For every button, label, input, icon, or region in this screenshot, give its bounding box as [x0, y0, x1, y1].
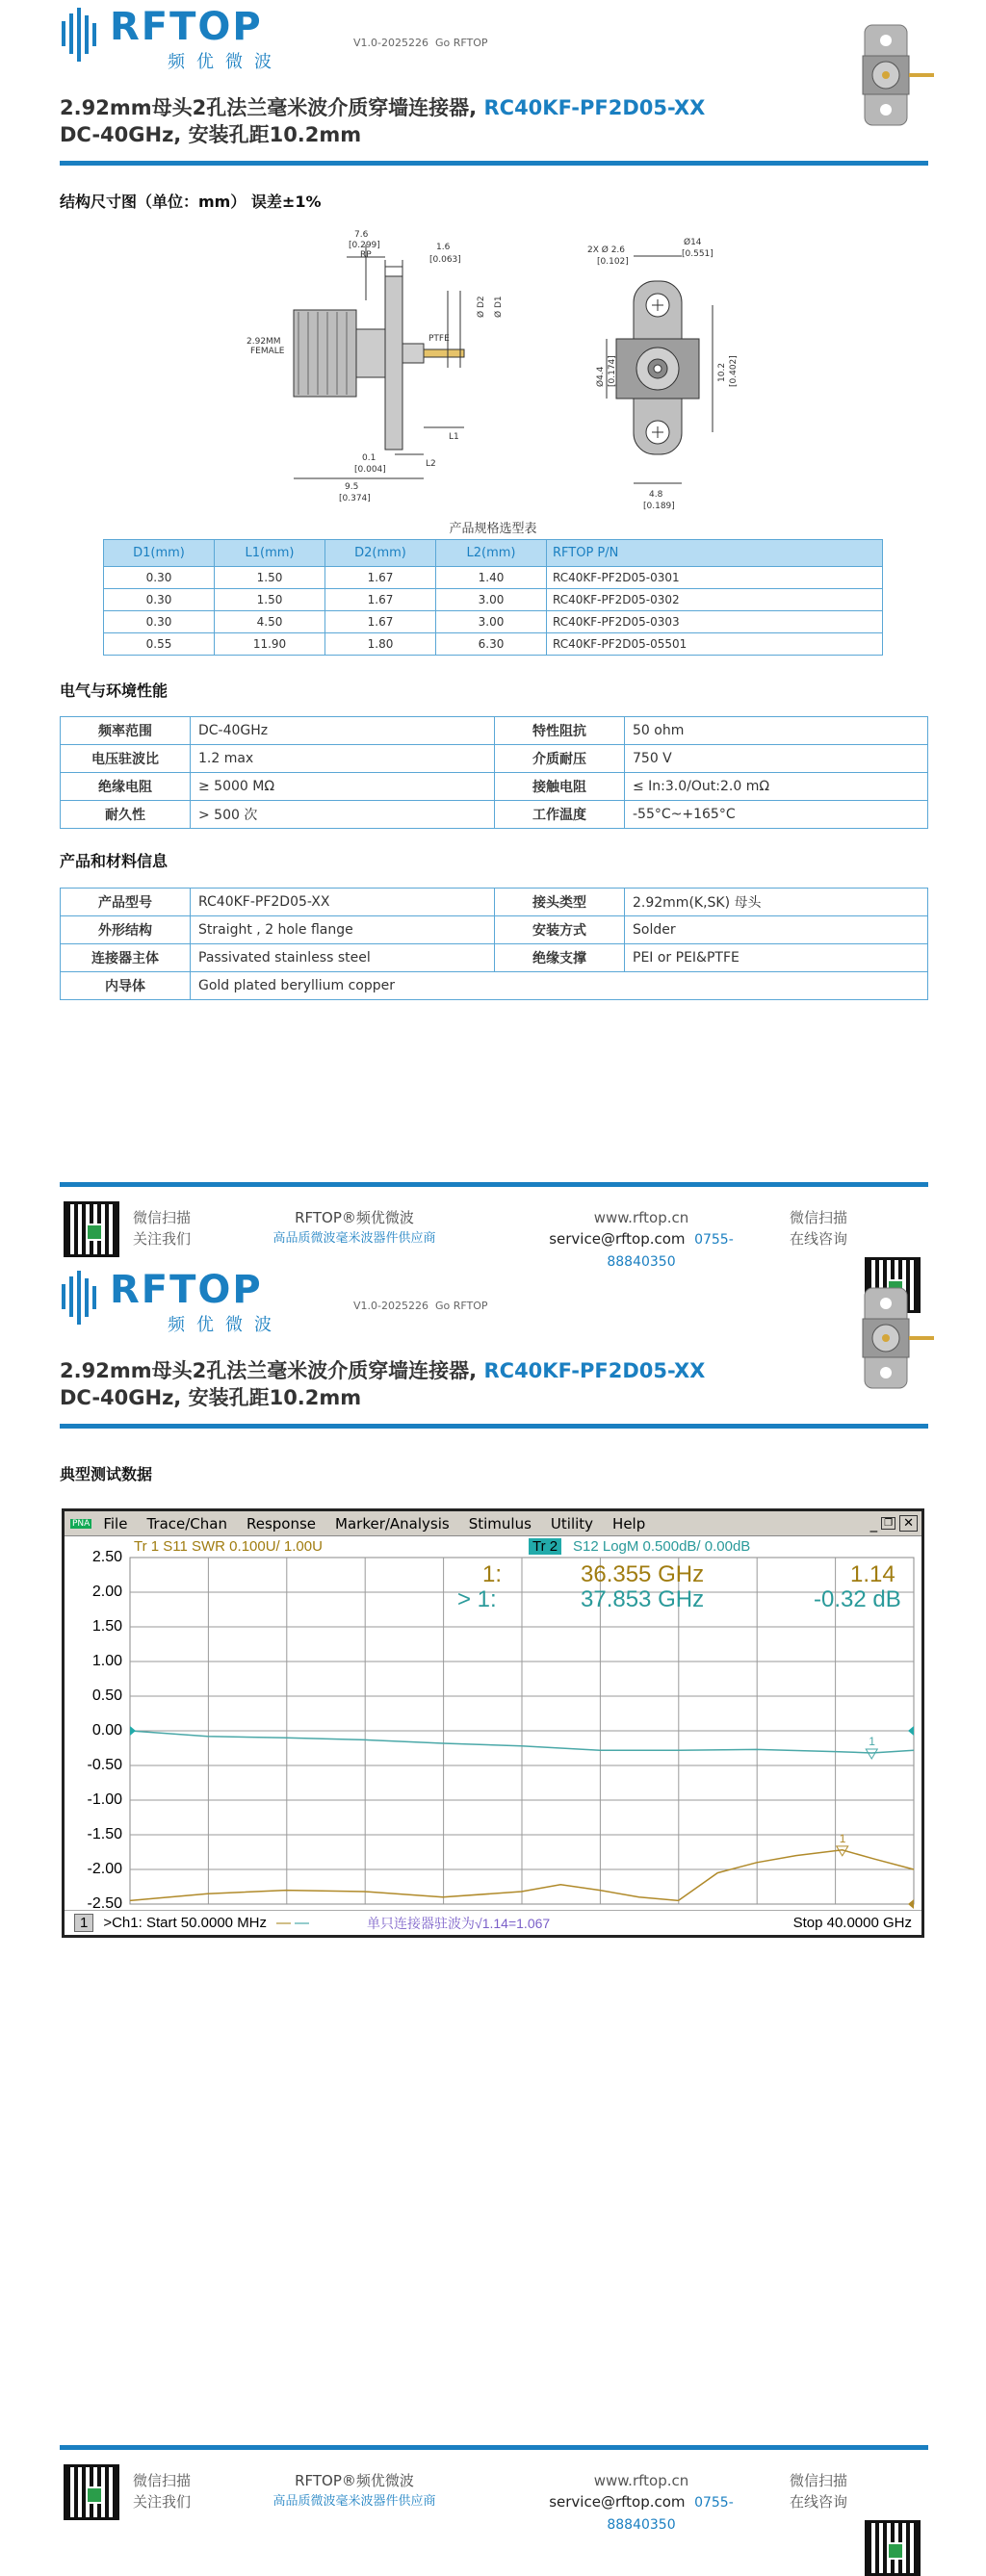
cell-value: 750 V — [625, 745, 928, 773]
cell-value: ≤ In:3.0/Out:2.0 mΩ — [625, 773, 928, 801]
table-row — [104, 567, 883, 589]
cell-key: 介质耐压 — [495, 745, 625, 773]
trace2-legend: — — [295, 1915, 310, 1931]
vna-app-icon: PNA — [72, 1518, 91, 1529]
vna-window — [62, 1508, 924, 1938]
dim-rp: RP — [360, 250, 372, 260]
part-number: RC40KF-PF2D05-XX — [483, 1359, 706, 1382]
footer-website[interactable]: www.rftop.cn — [593, 2472, 689, 2489]
footer-wx3: 微信扫描 — [790, 2472, 848, 2489]
table-row — [61, 717, 928, 745]
cell: 1.50 — [215, 567, 325, 589]
trace1-legend: — — [276, 1915, 292, 1931]
footer-slogan: 高品质微波毫米波器件供应商 — [272, 2494, 436, 2509]
footer-tel: 0755-88840350 — [607, 2495, 734, 2533]
wechat-qr-right[interactable] — [865, 2520, 921, 2576]
section-title-test-data: 典型测试数据 — [60, 1465, 153, 1483]
cell: 1.67 — [325, 611, 436, 633]
cell-value: Solder — [625, 916, 928, 944]
marker1-number: 1 — [839, 1831, 846, 1845]
goto-link[interactable]: Go RFTOP — [434, 37, 488, 49]
dim-10-2: 10.2 — [717, 362, 727, 382]
dim-0-1-in: [0.004] — [354, 465, 386, 475]
dim-female2: FEMALE — [250, 347, 285, 356]
y-tick-label: 0.00 — [91, 1722, 122, 1739]
dim-9-5: 9.5 — [345, 482, 359, 492]
table-row — [104, 589, 883, 611]
table-row — [61, 745, 928, 773]
footer-wx1: 微信扫描 — [133, 2472, 192, 2489]
section-title-electrical: 电气与环境性能 — [60, 682, 169, 700]
footer-divider — [60, 1182, 928, 1187]
table-row — [61, 801, 928, 829]
footer-email[interactable]: service@rftop.com — [549, 2493, 686, 2511]
cell-value: Gold plated beryllium copper — [191, 972, 928, 1000]
cell-key: 绝缘支撑 — [495, 944, 625, 972]
cell-value: DC-40GHz — [191, 717, 495, 745]
y-tick-label: -1.50 — [87, 1826, 122, 1842]
channel-number[interactable]: 1 — [74, 1914, 93, 1932]
dim-1-6-in: [0.063] — [429, 255, 461, 265]
header-divider — [60, 1424, 928, 1429]
dim-od2: Ø D2 — [477, 296, 486, 318]
y-tick-label: -2.50 — [87, 1895, 122, 1912]
version: V1.0-2025226 — [353, 37, 428, 49]
cell-key: 电压驻波比 — [61, 745, 191, 773]
cell-key: 接头类型 — [495, 889, 625, 916]
dim-4-8-in: [0.189] — [643, 502, 675, 511]
cell-value: 2.92mm(K,SK) 母头 — [625, 889, 928, 916]
close-icon[interactable]: ✕ — [899, 1515, 918, 1532]
marker2-value: -0.32 dB — [814, 1586, 901, 1612]
menu-help[interactable]: Help — [612, 1514, 646, 1533]
vswr-note: 单只连接器驻波为√1.14=1.067 — [367, 1915, 551, 1931]
restore-icon[interactable]: ❐ — [881, 1517, 895, 1530]
table-row — [104, 611, 883, 633]
y-tick-label: 0.50 — [91, 1687, 122, 1704]
stop-freq: Stop 40.0000 GHz — [792, 1915, 912, 1931]
menu-file[interactable]: File — [103, 1514, 128, 1533]
cell-value: PEI or PEI&PTFE — [625, 944, 928, 972]
dim-9-5-in: [0.374] — [339, 494, 371, 503]
dim-l2: L2 — [426, 459, 436, 469]
footer-website[interactable]: www.rftop.cn — [593, 1209, 689, 1226]
cell-key: 连接器主体 — [61, 944, 191, 972]
vna-status-bar — [65, 1910, 921, 1935]
page-title: 2.92mm母头2孔法兰毫米波介质穿墙连接器, — [60, 1359, 484, 1382]
trace2-label: S12 LogM 0.500dB/ 0.00dB — [573, 1538, 751, 1555]
dim-14: Ø14 — [684, 238, 702, 247]
part-number: RC40KF-PF2D05-XX — [483, 96, 706, 119]
dim-4-8: 4.8 — [649, 490, 663, 500]
col-d2: D2(mm) — [325, 540, 436, 567]
dim-4-4: Ø4.4 — [596, 366, 606, 387]
dim-4-4-in: [0.174] — [608, 355, 617, 387]
y-tick-label: -1.00 — [87, 1791, 122, 1808]
footer-email[interactable]: service@rftop.com — [549, 1230, 686, 1248]
start-freq: >Ch1: Start 50.0000 MHz — [103, 1915, 268, 1931]
cell-value: 1.2 max — [191, 745, 495, 773]
cell-key: 耐久性 — [61, 801, 191, 829]
page-title: 2.92mm母头2孔法兰毫米波介质穿墙连接器, — [60, 96, 484, 119]
cell-key: 频率范围 — [61, 717, 191, 745]
cell: RC40KF-PF2D05-05501 — [547, 633, 883, 656]
section-title-material: 产品和材料信息 — [60, 852, 169, 870]
goto-link[interactable]: Go RFTOP — [434, 1300, 488, 1312]
page-1 — [0, 0, 986, 1270]
cell: 1.40 — [436, 567, 547, 589]
connector-photo-icon — [826, 17, 942, 133]
cell: 3.00 — [436, 589, 547, 611]
wechat-qr-left[interactable] — [64, 2464, 119, 2520]
cell: 1.67 — [325, 589, 436, 611]
cell: 1.50 — [215, 589, 325, 611]
table-row — [61, 916, 928, 944]
menu-utility[interactable]: Utility — [550, 1514, 594, 1533]
footer-divider — [60, 2445, 928, 2450]
cell-key: 产品型号 — [61, 889, 191, 916]
footer-brand: RFTOP®频优微波 — [295, 2472, 414, 2489]
dim-hole-in: [0.102] — [597, 257, 629, 267]
cell-value: > 500 次 — [191, 801, 495, 829]
table-row — [61, 944, 928, 972]
menu-response[interactable]: Response — [246, 1514, 317, 1533]
footer-tel: 0755-88840350 — [607, 1232, 734, 1270]
cell: 1.80 — [325, 633, 436, 656]
footer-brand: RFTOP®频优微波 — [295, 1209, 414, 1226]
dim-l1: L1 — [449, 432, 459, 442]
cell-value: -55°C~+165°C — [625, 801, 928, 829]
spec-table-caption: 产品规格选型表 — [449, 522, 537, 536]
dim-ptfe: PTFE — [428, 334, 450, 344]
cell: 1.67 — [325, 567, 436, 589]
marker1-value: 1.14 — [850, 1561, 895, 1587]
dim-hole: 2X Ø 2.6 — [587, 245, 626, 255]
dim-0-1: 0.1 — [362, 453, 376, 463]
cell-key: 特性阻抗 — [495, 717, 625, 745]
rftop-logo — [60, 1268, 283, 1336]
trace1-label: Tr 1 S11 SWR 0.100U/ 1.00U — [134, 1538, 323, 1555]
cell-value: Straight , 2 hole flange — [191, 916, 495, 944]
cell: RC40KF-PF2D05-0302 — [547, 589, 883, 611]
cell: 6.30 — [436, 633, 547, 656]
ref-right-icon — [908, 1726, 914, 1736]
table-row — [61, 773, 928, 801]
cell-key: 内导体 — [61, 972, 191, 1000]
electrical-table — [60, 716, 928, 829]
cell: RC40KF-PF2D05-0303 — [547, 611, 883, 633]
col-d1: D1(mm) — [104, 540, 215, 567]
trace2-box[interactable]: Tr 2 — [529, 1538, 561, 1555]
dim-14-in: [0.551] — [682, 249, 714, 259]
dimension-drawing — [231, 223, 739, 512]
y-axis-ticks — [65, 1536, 122, 1935]
ref-right-s11-icon — [908, 1899, 914, 1909]
cell-value: ≥ 5000 MΩ — [191, 773, 495, 801]
page-2 — [0, 1263, 986, 2533]
marker2-number: 1 — [869, 1735, 875, 1749]
dim-od1: Ø D1 — [494, 296, 504, 318]
menu-trace-chan[interactable]: Trace/Chan — [146, 1514, 227, 1533]
y-tick-label: 2.00 — [91, 1584, 122, 1600]
dim-female: 2.92MM — [246, 337, 281, 347]
menu-stimulus[interactable]: Stimulus — [468, 1514, 532, 1533]
ref-left-icon — [130, 1726, 136, 1736]
vna-screen — [65, 1536, 921, 1935]
cell-value: RC40KF-PF2D05-XX — [191, 889, 495, 916]
footer-wx4: 在线咨询 — [790, 2493, 848, 2511]
cell: 0.30 — [104, 567, 215, 589]
vna-plot — [130, 1558, 914, 1904]
footer-wx2: 关注我们 — [133, 2493, 192, 2511]
cell: 11.90 — [215, 633, 325, 656]
table-row — [61, 889, 928, 916]
spec-table — [103, 539, 883, 656]
page-subtitle: DC-40GHz, 安装孔距10.2mm — [60, 123, 362, 146]
version: V1.0-2025226 — [353, 1300, 428, 1312]
cell: 0.30 — [104, 589, 215, 611]
footer-wx4: 在线咨询 — [790, 1230, 848, 1248]
y-tick-label: -0.50 — [87, 1757, 122, 1773]
dim-10-2-in: [0.402] — [729, 355, 739, 387]
dim-7-6-in: [0.299] — [349, 241, 380, 250]
marker1-freq: 36.355 GHz — [581, 1561, 705, 1587]
y-tick-label: -2.00 — [87, 1861, 122, 1877]
dim-7-6: 7.6 — [354, 230, 369, 240]
footer-wx3: 微信扫描 — [790, 1209, 848, 1226]
menu-marker-analysis[interactable]: Marker/Analysis — [335, 1514, 450, 1533]
section-title-dimensions: 结构尺寸图（单位：mm） 误差±1% — [60, 193, 322, 211]
page-subtitle: DC-40GHz, 安装孔距10.2mm — [60, 1386, 362, 1409]
col-pn: RFTOP P/N — [547, 540, 883, 567]
cell-key: 接触电阻 — [495, 773, 625, 801]
footer-wx1: 微信扫描 — [133, 1209, 192, 1226]
y-tick-label: 1.50 — [91, 1618, 122, 1635]
footer-slogan: 高品质微波毫米波器件供应商 — [272, 1231, 436, 1246]
cell: 3.00 — [436, 611, 547, 633]
footer-wx2: 关注我们 — [133, 1230, 192, 1248]
cell-key: 工作温度 — [495, 801, 625, 829]
logo-subtitle: 频优微波 — [168, 1315, 283, 1335]
wechat-qr-left[interactable] — [64, 1201, 119, 1257]
logo-bars-icon — [60, 8, 106, 65]
logo-text: RFTOP — [110, 5, 263, 49]
cell: RC40KF-PF2D05-0301 — [547, 567, 883, 589]
cell-value: 50 ohm — [625, 717, 928, 745]
table-row — [61, 972, 928, 1000]
cell: 0.55 — [104, 633, 215, 656]
logo-subtitle: 频优微波 — [168, 52, 283, 72]
cell: 4.50 — [215, 611, 325, 633]
cell-value: Passivated stainless steel — [191, 944, 495, 972]
cell-key: 绝缘电阻 — [61, 773, 191, 801]
rftop-logo — [60, 5, 283, 73]
vna-menubar — [65, 1511, 921, 1536]
cell-key: 安装方式 — [495, 916, 625, 944]
minimize-icon[interactable]: _ — [869, 1514, 878, 1533]
y-tick-label: 2.50 — [91, 1549, 122, 1565]
material-table — [60, 888, 928, 1000]
col-l2: L2(mm) — [436, 540, 547, 567]
table-row — [104, 633, 883, 656]
marker2-triangle[interactable] — [866, 1749, 877, 1759]
logo-bars-icon — [60, 1271, 106, 1328]
header-divider — [60, 161, 928, 166]
connector-photo-icon — [826, 1280, 942, 1396]
marker2-freq: 37.853 GHz — [581, 1586, 705, 1612]
cell: 0.30 — [104, 611, 215, 633]
col-l1: L1(mm) — [215, 540, 325, 567]
logo-text: RFTOP — [110, 1268, 263, 1312]
marker1-label: 1: — [482, 1561, 503, 1587]
spec-table-header — [104, 540, 883, 567]
marker2-label: > 1: — [457, 1586, 497, 1612]
dim-1-6: 1.6 — [436, 243, 451, 252]
y-tick-label: 1.00 — [91, 1653, 122, 1669]
cell-key: 外形结构 — [61, 916, 191, 944]
